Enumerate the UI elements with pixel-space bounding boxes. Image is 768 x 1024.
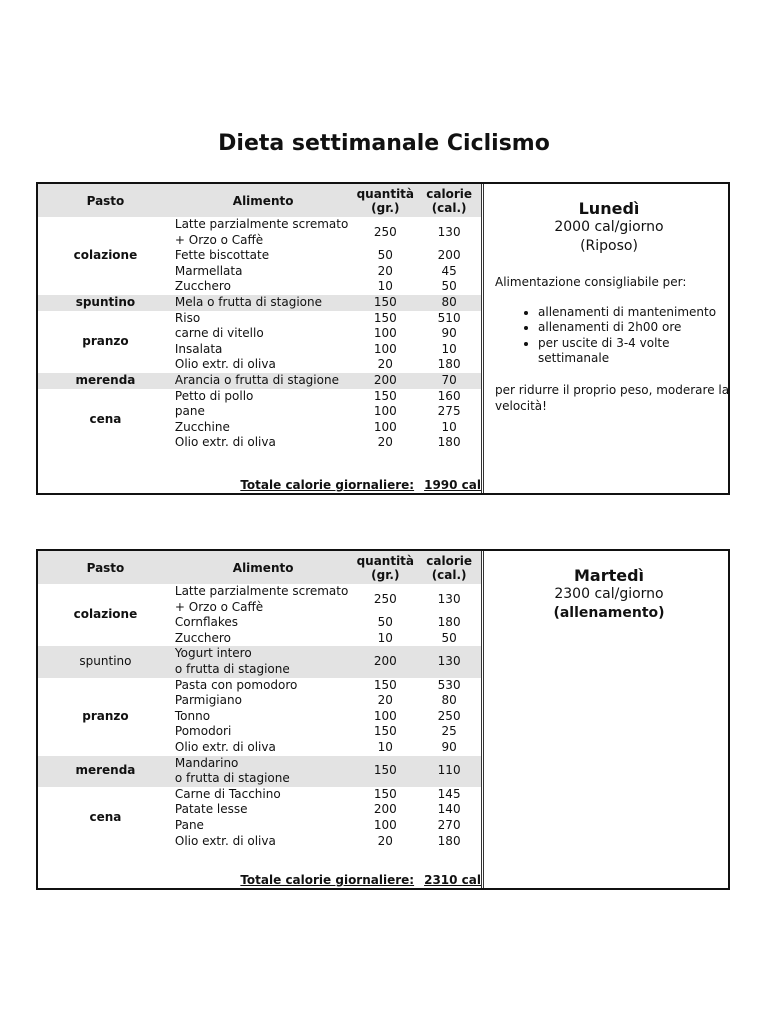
food-cal: 180 <box>437 357 461 372</box>
table-row <box>38 646 481 677</box>
food-name: Petto di pollo <box>174 388 254 403</box>
table-row <box>38 295 481 311</box>
food-name: Mela o frutta di stagione <box>173 295 353 311</box>
food-cal: 145 <box>437 786 461 801</box>
diet-table-monday <box>38 184 484 493</box>
food-qty: 20 <box>377 435 393 450</box>
food-name: Riso <box>174 310 201 325</box>
food-name: Zucchero <box>174 630 231 645</box>
diet-table-tuesday <box>38 551 484 888</box>
food-qty: 100 <box>373 326 397 341</box>
food-name: Parmigiano <box>174 693 242 708</box>
food-cal: 200 <box>437 248 461 263</box>
meal-label: cena <box>89 411 122 426</box>
food-name: Pane <box>174 817 204 832</box>
food-cal: 270 <box>437 817 461 832</box>
food-name: Carne di Tacchino <box>174 786 281 801</box>
food-qty: 200 <box>353 646 417 677</box>
food-cal: 140 <box>437 802 461 817</box>
table-row <box>38 389 481 405</box>
header-pasto: Pasto <box>38 551 173 584</box>
food-qty: 150 <box>353 756 417 787</box>
food-cal: 45 <box>441 263 457 278</box>
day-type: (Riposo) <box>580 238 638 254</box>
food-name: Pomodori <box>174 724 232 739</box>
food-qty: 50 <box>377 615 393 630</box>
food-name: Fette biscottate <box>174 248 270 263</box>
food-qty: 150 <box>373 677 397 692</box>
food-cal: 250 <box>437 708 461 723</box>
food-qty: 50 <box>377 248 393 263</box>
header-calorie: calorie (cal.) <box>417 184 481 217</box>
table-row <box>38 756 481 787</box>
food-qty: 100 <box>373 341 397 356</box>
recommendation-note: per ridurre il proprio peso, moderare la velocità! <box>495 382 730 413</box>
food-name: Insalata <box>174 341 223 356</box>
food-name: Marmellata <box>174 263 243 278</box>
food-name-line: o frutta di stagione <box>174 661 290 676</box>
food-cal: 10 <box>441 341 457 356</box>
day-name: Lunedì <box>578 199 640 218</box>
food-cal: 90 <box>441 326 457 341</box>
food-name: Tonno <box>174 708 211 723</box>
food-name: Latte parzialmente scremato + Orzo o Caffè <box>174 584 349 614</box>
food-qty: 100 <box>373 817 397 832</box>
food-qty: 100 <box>373 404 397 419</box>
food-cal: 80 <box>441 693 457 708</box>
daily-total <box>240 478 481 492</box>
food-cal: 90 <box>441 739 457 754</box>
day-summary-tuesday <box>488 551 730 888</box>
meal-label: spuntino <box>38 646 173 677</box>
food-name: carne di vitello <box>174 326 264 341</box>
food-name-line: Mandarino <box>174 755 239 770</box>
food-name <box>173 756 353 787</box>
food-name: Olio extr. di oliva <box>174 833 276 848</box>
food-cal: 130 <box>437 224 461 239</box>
header-alimento: Alimento <box>173 551 353 584</box>
food-name: pane <box>174 404 205 419</box>
food-qty: 200 <box>373 802 397 817</box>
food-cal: 180 <box>437 833 461 848</box>
total-label: Totale calorie giornaliere: <box>240 478 415 492</box>
food-qty: 200 <box>353 373 417 389</box>
food-name: Pasta con pomodoro <box>174 677 298 692</box>
meal-label: cena <box>89 810 122 825</box>
food-cal: 275 <box>437 404 461 419</box>
food-name: Arancia o frutta di stagione <box>173 373 353 389</box>
total-value: 2310 cal <box>424 873 481 887</box>
food-qty: 150 <box>373 786 397 801</box>
day-type: (allenamento) <box>553 605 665 621</box>
food-qty: 20 <box>377 263 393 278</box>
food-qty: 150 <box>373 724 397 739</box>
header-calorie: calorie (cal.) <box>417 551 481 584</box>
food-cal: 50 <box>441 630 457 645</box>
food-qty: 20 <box>377 833 393 848</box>
page-title: Dieta settimanale Ciclismo <box>218 131 550 156</box>
food-qty: 10 <box>377 630 393 645</box>
food-name: Zucchine <box>174 419 230 434</box>
meal-label: merenda <box>38 756 173 787</box>
food-qty: 20 <box>377 693 393 708</box>
food-name: Olio extr. di oliva <box>174 435 276 450</box>
food-name: Olio extr. di oliva <box>174 357 276 372</box>
day-calories: 2300 cal/giorno <box>554 586 664 602</box>
day-card-monday <box>36 182 730 495</box>
list-item: • per uscite di 3-4 volte settimanale <box>538 336 730 367</box>
recommendation-intro: Alimentazione consigliabile per: <box>495 275 687 289</box>
table-row <box>38 217 481 248</box>
food-qty: 10 <box>377 279 393 294</box>
food-qty: 100 <box>373 708 397 723</box>
table-row <box>38 373 481 389</box>
food-qty: 20 <box>377 357 393 372</box>
food-cal: 130 <box>417 646 481 677</box>
food-cal: 50 <box>441 279 457 294</box>
day-card-tuesday <box>36 549 730 890</box>
food-qty: 150 <box>373 388 397 403</box>
meal-label: colazione <box>73 248 138 263</box>
meal-label: pranzo <box>82 708 129 723</box>
food-cal: 10 <box>441 419 457 434</box>
header-quantita: quantità (gr.) <box>353 551 417 584</box>
food-cal: 510 <box>437 310 461 325</box>
table-row <box>38 678 481 694</box>
food-name: Olio extr. di oliva <box>174 739 276 754</box>
table-row <box>38 787 481 803</box>
food-name: Zucchero <box>174 279 231 294</box>
food-cal: 180 <box>437 435 461 450</box>
food-name: Patate lesse <box>174 802 248 817</box>
meal-label: spuntino <box>38 295 173 311</box>
food-qty: 250 <box>373 224 397 239</box>
food-cal: 130 <box>437 591 461 606</box>
food-cal: 110 <box>417 756 481 787</box>
food-qty: 250 <box>373 591 397 606</box>
header-alimento: Alimento <box>173 184 353 217</box>
meal-label: pranzo <box>82 333 129 348</box>
food-cal: 25 <box>441 724 457 739</box>
table-row <box>38 584 481 615</box>
food-name-line: o frutta di stagione <box>174 771 290 786</box>
header-pasto: Pasto <box>38 184 173 217</box>
meal-label: colazione <box>73 607 138 622</box>
food-cal: 70 <box>417 373 481 389</box>
day-calories: 2000 cal/giorno <box>554 219 664 235</box>
list-item: • allenamenti di 2h00 ore <box>538 320 730 336</box>
food-name <box>173 646 353 677</box>
food-cal: 180 <box>437 615 461 630</box>
total-label: Totale calorie giornaliere: <box>240 873 415 887</box>
food-qty: 150 <box>373 310 397 325</box>
header-quantita: quantità (gr.) <box>353 184 417 217</box>
food-name-line: Yogurt intero <box>174 646 252 661</box>
food-cal: 530 <box>437 677 461 692</box>
day-summary-monday <box>488 184 730 493</box>
food-cal: 160 <box>437 388 461 403</box>
food-qty: 100 <box>373 419 397 434</box>
recommendation-list <box>488 305 730 367</box>
daily-total <box>240 873 481 887</box>
food-name: Latte parzialmente scremato + Orzo o Caffè <box>174 217 349 247</box>
total-value: 1990 cal <box>424 478 481 492</box>
food-qty: 150 <box>353 295 417 311</box>
table-row <box>38 311 481 327</box>
list-item: • allenamenti di mantenimento <box>538 305 730 321</box>
food-qty: 10 <box>377 739 393 754</box>
meal-label: merenda <box>38 373 173 389</box>
day-name: Martedì <box>573 566 645 585</box>
food-cal: 80 <box>417 295 481 311</box>
food-name: Cornflakes <box>174 615 239 630</box>
